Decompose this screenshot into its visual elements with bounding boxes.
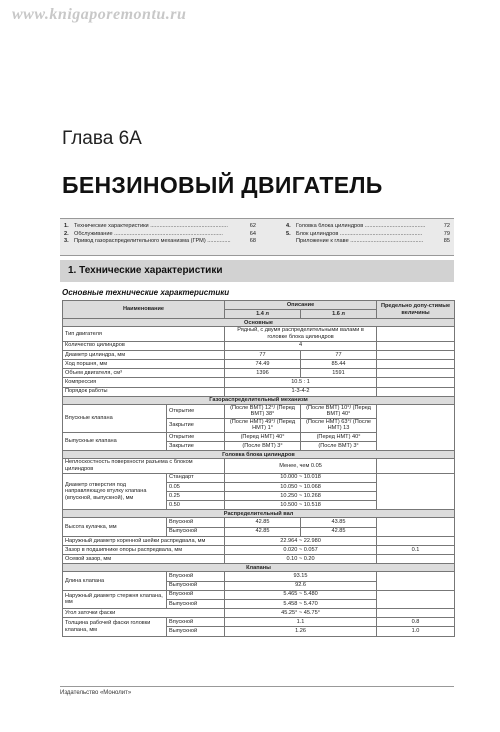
toc-item[interactable]: Приложение к главе ............................................... 85: [296, 238, 450, 245]
footer-divider: [60, 686, 454, 687]
table-row: Зазор в подшипнике опоры распредвала, мм 0.020 ~ 0.057 0.1: [63, 545, 455, 554]
page-title: БЕНЗИНОВЫЙ ДВИГАТЕЛЬ: [62, 172, 383, 198]
table-row: 0.05 10.050 ~ 10.068: [63, 482, 455, 491]
table-row: Количество цилиндров 4: [63, 341, 455, 350]
spec-table: [62, 300, 455, 637]
chapter-heading: Глава 6А: [62, 128, 142, 149]
toc-item[interactable]: 5. Блок цилиндров ..................................................... 79: [286, 230, 450, 237]
toc-item[interactable]: 2. Обслуживание ...................................................................... 64: [64, 230, 256, 237]
table-row: Закрытие (После ВМТ) 3° (После ВМТ) 3°: [63, 442, 455, 451]
table-section-row: Газораспределительный механизм: [63, 396, 455, 404]
table-row: Порядок работы 1-3-4-2: [63, 387, 455, 396]
table-row: Выпускной 1.26 1.0: [63, 627, 455, 636]
header-16: 1.6 л: [301, 310, 377, 319]
table-row: Закрытие (После НМТ) 49°/ (Перед НМТ) 1° (После НМТ) 63°/ (После НМТ) 13: [63, 418, 455, 432]
table-header-row: [63, 301, 455, 310]
publisher-footer: Издательство «Монолит»: [60, 690, 132, 696]
table-of-contents: [60, 218, 454, 256]
table-row: Впускные клапана Открытие (После ВМТ) 12°/ (Перед ВМТ) 38° (После ВМТ) 10°/ (Перед ВМТ) 40°: [63, 404, 455, 418]
table-row: Выпускной 92.6: [63, 581, 455, 590]
table-row: Высота кулачка, мм Впускной 42.85 43.85: [63, 518, 455, 527]
table-row: Наружный диаметр стержня клапана, мм Впускной 5.465 ~ 5.480: [63, 590, 455, 599]
table-row: Угол заточки фаски 45.25° ~ 45.75°: [63, 609, 455, 618]
table-row: Диаметр цилиндра, мм 77 77: [63, 350, 455, 359]
table-row: Выпускной 5.458 ~ 5.470: [63, 599, 455, 608]
table-row: Неплоскостность поверхности разъема с блоком цилиндров Менее, чем 0.05: [63, 459, 455, 473]
table-section-row: Головка блока цилиндров: [63, 451, 455, 459]
table-row: Выпускной 42.85 42.85: [63, 527, 455, 536]
table-row: Объем двигателя, см³ 1396 1591: [63, 369, 455, 378]
header-14: 1.4 л: [225, 310, 301, 319]
section-header: [60, 260, 454, 282]
table-section-row: Распределительный вал: [63, 510, 455, 518]
watermark: www.knigaporemontu.ru: [12, 6, 187, 23]
table-row: Диаметр отверстия под направляющую втулку клапана (впускной, выпускной), мм Стандарт 10.000 ~ 10.018: [63, 473, 455, 482]
table-section-row: Клапаны: [63, 564, 455, 572]
table-row: Ход поршня, мм 74.49 85.44: [63, 359, 455, 368]
table-row: Выпускные клапана Открытие (Перед НМТ) 40° (Перед НМТ) 40°: [63, 433, 455, 442]
table-row: 0.50 10.500 ~ 10.518: [63, 501, 455, 510]
toc-item[interactable]: 1. Технические характеристики .................................................. 62: [64, 223, 256, 229]
table-section-row: Основные: [63, 319, 455, 327]
table-row: Наружный диаметр коренной шейки распредвала, мм 22.964 ~ 22.980: [63, 536, 455, 545]
header-name: Наименование: [63, 301, 225, 319]
toc-item[interactable]: 3. Привод газораспределительного механизма (ГРМ) ............... 68: [64, 238, 256, 245]
table-row: Компрессия 10.5 : 1: [63, 378, 455, 387]
table-row: Толщина рабочей фаски головки клапана, мм Впускной 1.1 0.8: [63, 618, 455, 627]
header-desc: Описание: [225, 301, 377, 310]
table-row: Осевой зазор, мм 0.10 ~ 0.20: [63, 555, 455, 564]
table-row: Длина клапана Впускной 93.15: [63, 572, 455, 581]
table-row: 0.25 10.250 ~ 10.268: [63, 492, 455, 501]
table-row: Тип двигателя Рядный, с двумя распределительными валами в головке блока цилиндров: [63, 327, 455, 341]
toc-right-column: [286, 223, 450, 246]
section-title: 1. Технические характеристики: [68, 265, 223, 276]
toc-item[interactable]: 4. Головка блока цилиндров ....................................... 72: [286, 223, 450, 229]
table-caption: Основные технические характеристики: [62, 288, 230, 297]
header-limit: Предельно допу-стимые величины: [377, 301, 455, 319]
toc-left-column: [64, 223, 256, 246]
